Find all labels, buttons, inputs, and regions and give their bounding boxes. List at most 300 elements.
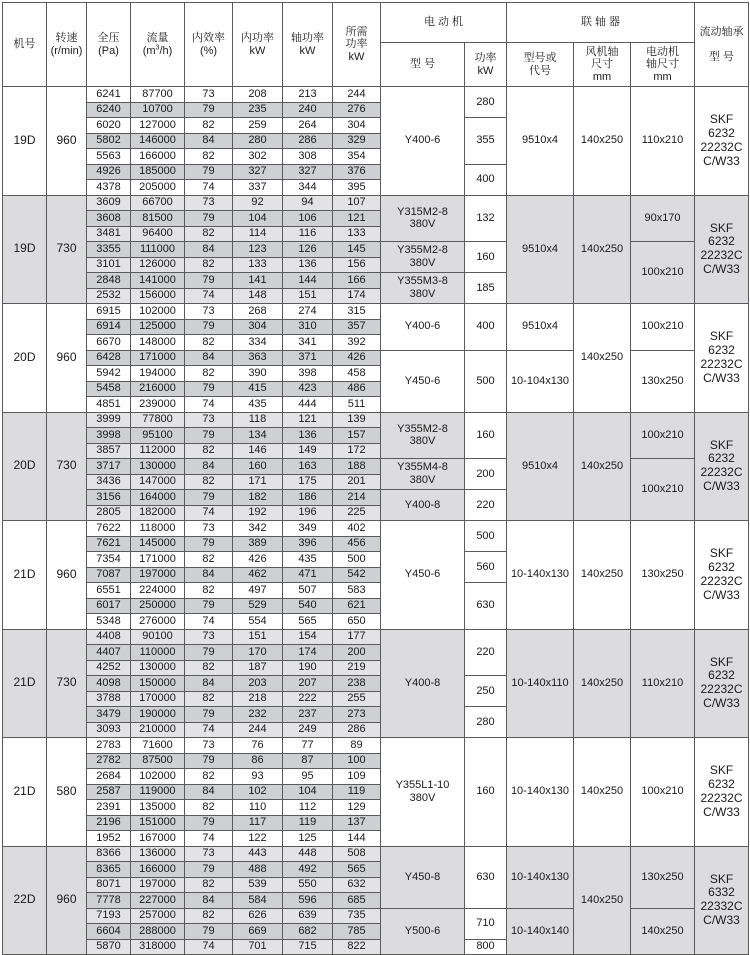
fan-model-cell: 21D [3,738,47,847]
efficiency-cell: 74 [185,722,233,738]
internal-power-cell: 187 [233,660,283,676]
flow-cell: 126000 [131,257,185,273]
motor-power-cell: 400 [465,164,507,195]
efficiency-cell: 84 [185,784,233,800]
table-row [3,195,749,211]
fan-shaft-cell: 140x250 [574,195,631,304]
flow-cell: 224000 [131,583,185,599]
required-power-cell: 395 [333,180,381,196]
pressure-cell: 7778 [87,893,131,909]
internal-power-cell: 203 [233,676,283,692]
flow-cell: 205000 [131,180,185,196]
shaft-power-cell: 144 [283,273,333,289]
table-row [3,629,749,645]
flow-cell: 227000 [131,893,185,909]
flow-cell: 90100 [131,629,185,645]
efficiency-cell: 74 [185,614,233,630]
pressure-cell: 5942 [87,366,131,382]
efficiency-cell: 79 [185,753,233,769]
required-power-cell: 200 [333,645,381,661]
internal-power-cell: 488 [233,862,283,878]
col-shaft-power: 轴功率 kW [283,3,333,87]
internal-power-cell: 529 [233,598,283,614]
flow-cell: 87700 [131,87,185,103]
flow-cell: 141000 [131,273,185,289]
motor-shaft-cell: 130x250 [631,350,695,412]
pressure-cell: 3857 [87,443,131,459]
motor-power-cell: 132 [465,195,507,242]
internal-power-cell: 390 [233,366,283,382]
shaft-power-cell: 435 [283,552,333,568]
internal-power-cell: 133 [233,257,283,273]
col-motor-group: 电 动 机 [381,3,507,43]
pressure-cell: 3609 [87,195,131,211]
internal-power-cell: 76 [233,738,283,754]
internal-power-cell: 389 [233,536,283,552]
internal-power-cell: 669 [233,924,283,940]
flow-cell: 257000 [131,908,185,924]
required-power-cell: 685 [333,893,381,909]
flow-cell: 145000 [131,536,185,552]
internal-power-cell: 171 [233,474,283,490]
efficiency-cell: 82 [185,908,233,924]
internal-power-cell: 114 [233,226,283,242]
required-power-cell: 376 [333,164,381,180]
shaft-power-cell: 444 [283,397,333,413]
flow-cell: 130000 [131,459,185,475]
motor-power-cell: 500 [465,350,507,412]
flow-cell: 111000 [131,242,185,258]
table-row [3,87,749,103]
internal-power-cell: 302 [233,149,283,165]
efficiency-cell: 73 [185,304,233,320]
flow-cell: 190000 [131,707,185,723]
internal-power-cell: 182 [233,490,283,506]
shaft-power-cell: 151 [283,288,333,304]
shaft-power-cell: 398 [283,366,333,382]
motor-power-cell: 560 [465,552,507,583]
motor-power-cell: 500 [465,521,507,552]
flow-cell: 127000 [131,118,185,134]
efficiency-cell: 73 [185,521,233,537]
required-power-cell: 100 [333,753,381,769]
pressure-cell: 3355 [87,242,131,258]
internal-power-cell: 170 [233,645,283,661]
motor-model-cell: Y500-6 [381,908,465,955]
efficiency-cell: 79 [185,211,233,227]
shaft-power-cell: 94 [283,195,333,211]
efficiency-cell: 74 [185,939,233,955]
shaft-power-cell: 249 [283,722,333,738]
shaft-power-cell: 349 [283,521,333,537]
required-power-cell: 219 [333,660,381,676]
required-power-cell: 500 [333,552,381,568]
required-power-cell: 177 [333,629,381,645]
internal-power-cell: 337 [233,180,283,196]
pressure-cell: 3999 [87,412,131,428]
required-power-cell: 357 [333,319,381,335]
required-power-cell: 145 [333,242,381,258]
flow-cell: 194000 [131,366,185,382]
table-row [3,242,749,258]
required-power-cell: 238 [333,676,381,692]
shaft-power-cell: 163 [283,459,333,475]
efficiency-cell: 79 [185,536,233,552]
pressure-cell: 8365 [87,862,131,878]
shaft-power-cell: 550 [283,877,333,893]
pressure-cell: 5563 [87,149,131,165]
flow-cell: 10700 [131,102,185,118]
pressure-cell: 8366 [87,846,131,862]
flow-cell: 95100 [131,428,185,444]
motor-shaft-cell: 130x250 [631,846,695,908]
coupling-model-cell: 10-104x130 [507,350,574,412]
fan-model-cell: 20D [3,304,47,413]
fan-group [3,412,749,521]
pressure-cell: 3156 [87,490,131,506]
shaft-power-cell: 136 [283,257,333,273]
shaft-power-cell: 149 [283,443,333,459]
col-motor-model: 型 号 [381,43,465,87]
flow-cell: 182000 [131,505,185,521]
flow-cell: 71600 [131,738,185,754]
pressure-cell: 7193 [87,908,131,924]
flow-cell: 147000 [131,474,185,490]
flow-cell: 166000 [131,149,185,165]
pressure-cell: 3481 [87,226,131,242]
flow-cell: 170000 [131,691,185,707]
pressure-cell: 3101 [87,257,131,273]
efficiency-cell: 84 [185,567,233,583]
efficiency-cell: 74 [185,505,233,521]
required-power-cell: 456 [333,536,381,552]
bearing-cell: SKF 6232 22232C C/W33 [695,412,749,521]
pressure-cell: 2587 [87,784,131,800]
flow-cell: 146000 [131,133,185,149]
col-motor-power: 功率 kW [465,43,507,87]
flow-cell: 150000 [131,676,185,692]
shaft-power-cell: 639 [283,908,333,924]
internal-power-cell: 415 [233,381,283,397]
motor-model-cell: Y355M2-8 380V [381,412,465,459]
required-power-cell: 273 [333,707,381,723]
col-flow: 流量 $(m^3/h)$ [131,3,185,87]
required-power-cell: 583 [333,583,381,599]
required-power-cell: 822 [333,939,381,955]
required-power-cell: 735 [333,908,381,924]
required-power-cell: 133 [333,226,381,242]
flow-cell: 118000 [131,521,185,537]
internal-power-cell: 539 [233,877,283,893]
required-power-cell: 511 [333,397,381,413]
shaft-power-cell: 308 [283,149,333,165]
pressure-cell: 2805 [87,505,131,521]
required-power-cell: 201 [333,474,381,490]
internal-power-cell: 497 [233,583,283,599]
required-power-cell: 785 [333,924,381,940]
shaft-power-cell: 286 [283,133,333,149]
motor-power-cell: 710 [465,908,507,939]
required-power-cell: 315 [333,304,381,320]
shaft-power-cell: 136 [283,428,333,444]
bearing-cell: SKF 6232 22232C C/W33 [695,629,749,738]
required-power-cell: 121 [333,211,381,227]
fan-model-cell: 19D [3,195,47,304]
bearing-cell: SKF 6232 22232C C/W33 [695,87,749,196]
required-power-cell: 650 [333,614,381,630]
internal-power-cell: 218 [233,691,283,707]
efficiency-cell: 79 [185,164,233,180]
flow-cell: 96400 [131,226,185,242]
internal-power-cell: 148 [233,288,283,304]
fan-shaft-cell: 140x250 [574,738,631,847]
efficiency-cell: 73 [185,629,233,645]
motor-shaft-cell: 100x210 [631,304,695,351]
efficiency-cell: 79 [185,428,233,444]
pressure-cell: 7621 [87,536,131,552]
motor-model-cell: Y450-6 [381,521,465,630]
speed-cell: 960 [47,846,87,955]
pressure-cell: 2684 [87,769,131,785]
internal-power-cell: 342 [233,521,283,537]
shaft-power-cell: 327 [283,164,333,180]
col-pressure: 全压 (Pa) [87,3,131,87]
required-power-cell: 392 [333,335,381,351]
internal-power-cell: 93 [233,769,283,785]
pressure-cell: 7622 [87,521,131,537]
bearing-cell: SKF 6232 22232C C/W33 [695,738,749,847]
pressure-cell: 1952 [87,831,131,847]
coupling-model-cell: 10-140x130 [507,521,574,630]
pressure-cell: 8071 [87,877,131,893]
speed-cell: 730 [47,629,87,738]
pressure-cell: 5870 [87,939,131,955]
efficiency-cell: 82 [185,474,233,490]
required-power-cell: 139 [333,412,381,428]
motor-model-cell: Y315M2-8 380V [381,195,465,242]
col-efficiency: 内效率 (%) [185,3,233,87]
efficiency-cell: 82 [185,583,233,599]
internal-power-cell: 584 [233,893,283,909]
efficiency-cell: 79 [185,102,233,118]
pressure-cell: 6915 [87,304,131,320]
shaft-power-cell: 540 [283,598,333,614]
required-power-cell: 276 [333,102,381,118]
table-row [3,738,749,754]
pressure-cell: 6428 [87,350,131,366]
pressure-cell: 6241 [87,87,131,103]
motor-power-cell: 185 [465,273,507,304]
motor-model-cell: Y400-8 [381,490,465,521]
fan-group [3,87,749,196]
pressure-cell: 4926 [87,164,131,180]
internal-power-cell: 208 [233,87,283,103]
shaft-power-cell: 186 [283,490,333,506]
required-power-cell: 486 [333,381,381,397]
motor-power-cell: 630 [465,846,507,908]
internal-power-cell: 334 [233,335,283,351]
internal-power-cell: 118 [233,412,283,428]
efficiency-cell: 74 [185,831,233,847]
motor-shaft-cell: 100x210 [631,242,695,304]
internal-power-cell: 443 [233,846,283,862]
speed-cell: 580 [47,738,87,847]
col-internal-power: 内功率 kW [233,3,283,87]
shaft-power-cell: 125 [283,831,333,847]
pressure-cell: 3093 [87,722,131,738]
internal-power-cell: 426 [233,552,283,568]
required-power-cell: 172 [333,443,381,459]
required-power-cell: 255 [333,691,381,707]
efficiency-cell: 82 [185,366,233,382]
required-power-cell: 304 [333,118,381,134]
motor-model-cell: Y355M4-8 380V [381,459,465,490]
shaft-power-cell: 471 [283,567,333,583]
table-row [3,908,749,924]
efficiency-cell: 74 [185,288,233,304]
shaft-power-cell: 121 [283,412,333,428]
internal-power-cell: 117 [233,815,283,831]
flow-cell: 112000 [131,443,185,459]
required-power-cell: 107 [333,195,381,211]
internal-power-cell: 192 [233,505,283,521]
pressure-cell: 4408 [87,629,131,645]
pressure-cell: 3479 [87,707,131,723]
efficiency-cell: 74 [185,397,233,413]
coupling-model-cell: 9510x4 [507,412,574,521]
internal-power-cell: 304 [233,319,283,335]
table-row [3,304,749,320]
efficiency-cell: 73 [185,412,233,428]
efficiency-cell: 73 [185,195,233,211]
flow-cell: 239000 [131,397,185,413]
required-power-cell: 129 [333,800,381,816]
required-power-cell: 109 [333,769,381,785]
motor-model-cell: Y450-8 [381,846,465,908]
coupling-model-cell: 10-140x140 [507,908,574,955]
flow-cell: 125000 [131,319,185,335]
required-power-cell: 542 [333,567,381,583]
flow-cell: 210000 [131,722,185,738]
efficiency-cell: 73 [185,846,233,862]
motor-model-cell: Y400-8 [381,629,465,738]
required-power-cell: 119 [333,784,381,800]
shaft-power-cell: 174 [283,645,333,661]
efficiency-cell: 74 [185,180,233,196]
required-power-cell: 225 [333,505,381,521]
flow-cell: 148000 [131,335,185,351]
efficiency-cell: 79 [185,273,233,289]
required-power-cell: 329 [333,133,381,149]
shaft-power-cell: 344 [283,180,333,196]
motor-model-cell: Y400-6 [381,304,465,351]
internal-power-cell: 327 [233,164,283,180]
motor-power-cell: 250 [465,676,507,707]
required-power-cell: 286 [333,722,381,738]
fan-group [3,629,749,738]
table-row [3,521,749,537]
efficiency-cell: 82 [185,118,233,134]
motor-shaft-cell: 140x250 [631,908,695,955]
internal-power-cell: 92 [233,195,283,211]
flow-cell: 110000 [131,645,185,661]
motor-shaft-cell: 90x170 [631,195,695,242]
shaft-power-cell: 95 [283,769,333,785]
flow-cell: 102000 [131,304,185,320]
shaft-power-cell: 222 [283,691,333,707]
flow-cell: 276000 [131,614,185,630]
fan-group [3,304,749,413]
shaft-power-cell: 119 [283,815,333,831]
required-power-cell: 137 [333,815,381,831]
shaft-power-cell: 492 [283,862,333,878]
required-power-cell: 157 [333,428,381,444]
efficiency-cell: 82 [185,226,233,242]
shaft-power-cell: 106 [283,211,333,227]
efficiency-cell: 82 [185,443,233,459]
flow-cell: 318000 [131,939,185,955]
speed-cell: 960 [47,304,87,413]
internal-power-cell: 462 [233,567,283,583]
shaft-power-cell: 175 [283,474,333,490]
motor-power-cell: 280 [465,707,507,738]
required-power-cell: 188 [333,459,381,475]
fan-group [3,846,749,955]
internal-power-cell: 141 [233,273,283,289]
required-power-cell: 166 [333,273,381,289]
fan-model-cell: 21D [3,629,47,738]
speed-cell: 960 [47,521,87,630]
required-power-cell: 508 [333,846,381,862]
required-power-cell: 174 [333,288,381,304]
flow-cell: 171000 [131,350,185,366]
fan-group [3,738,749,847]
required-power-cell: 144 [333,831,381,847]
motor-power-cell: 220 [465,490,507,521]
shaft-power-cell: 264 [283,118,333,134]
fan-model-cell: 21D [3,521,47,630]
flow-cell: 185000 [131,164,185,180]
fan-model-cell: 19D [3,87,47,196]
pressure-cell: 6020 [87,118,131,134]
pressure-cell: 3436 [87,474,131,490]
internal-power-cell: 146 [233,443,283,459]
fan-spec-table [2,2,749,955]
fan-shaft-cell: 140x250 [574,629,631,738]
fan-model-cell: 22D [3,846,47,955]
shaft-power-cell: 207 [283,676,333,692]
internal-power-cell: 123 [233,242,283,258]
pressure-cell: 4098 [87,676,131,692]
shaft-power-cell: 507 [283,583,333,599]
internal-power-cell: 268 [233,304,283,320]
efficiency-cell: 84 [185,242,233,258]
efficiency-cell: 84 [185,350,233,366]
shaft-power-cell: 112 [283,800,333,816]
col-model-no: 机号 [3,3,47,87]
speed-cell: 730 [47,195,87,304]
internal-power-cell: 244 [233,722,283,738]
fan-shaft-cell: 140x250 [574,87,631,196]
efficiency-cell: 73 [185,87,233,103]
shaft-power-cell: 274 [283,304,333,320]
col-bearing: 流动轴承 型 号 [695,3,749,87]
efficiency-cell: 82 [185,800,233,816]
motor-shaft-cell: 100x210 [631,412,695,459]
internal-power-cell: 122 [233,831,283,847]
fan-group [3,521,749,630]
flow-cell: 216000 [131,381,185,397]
